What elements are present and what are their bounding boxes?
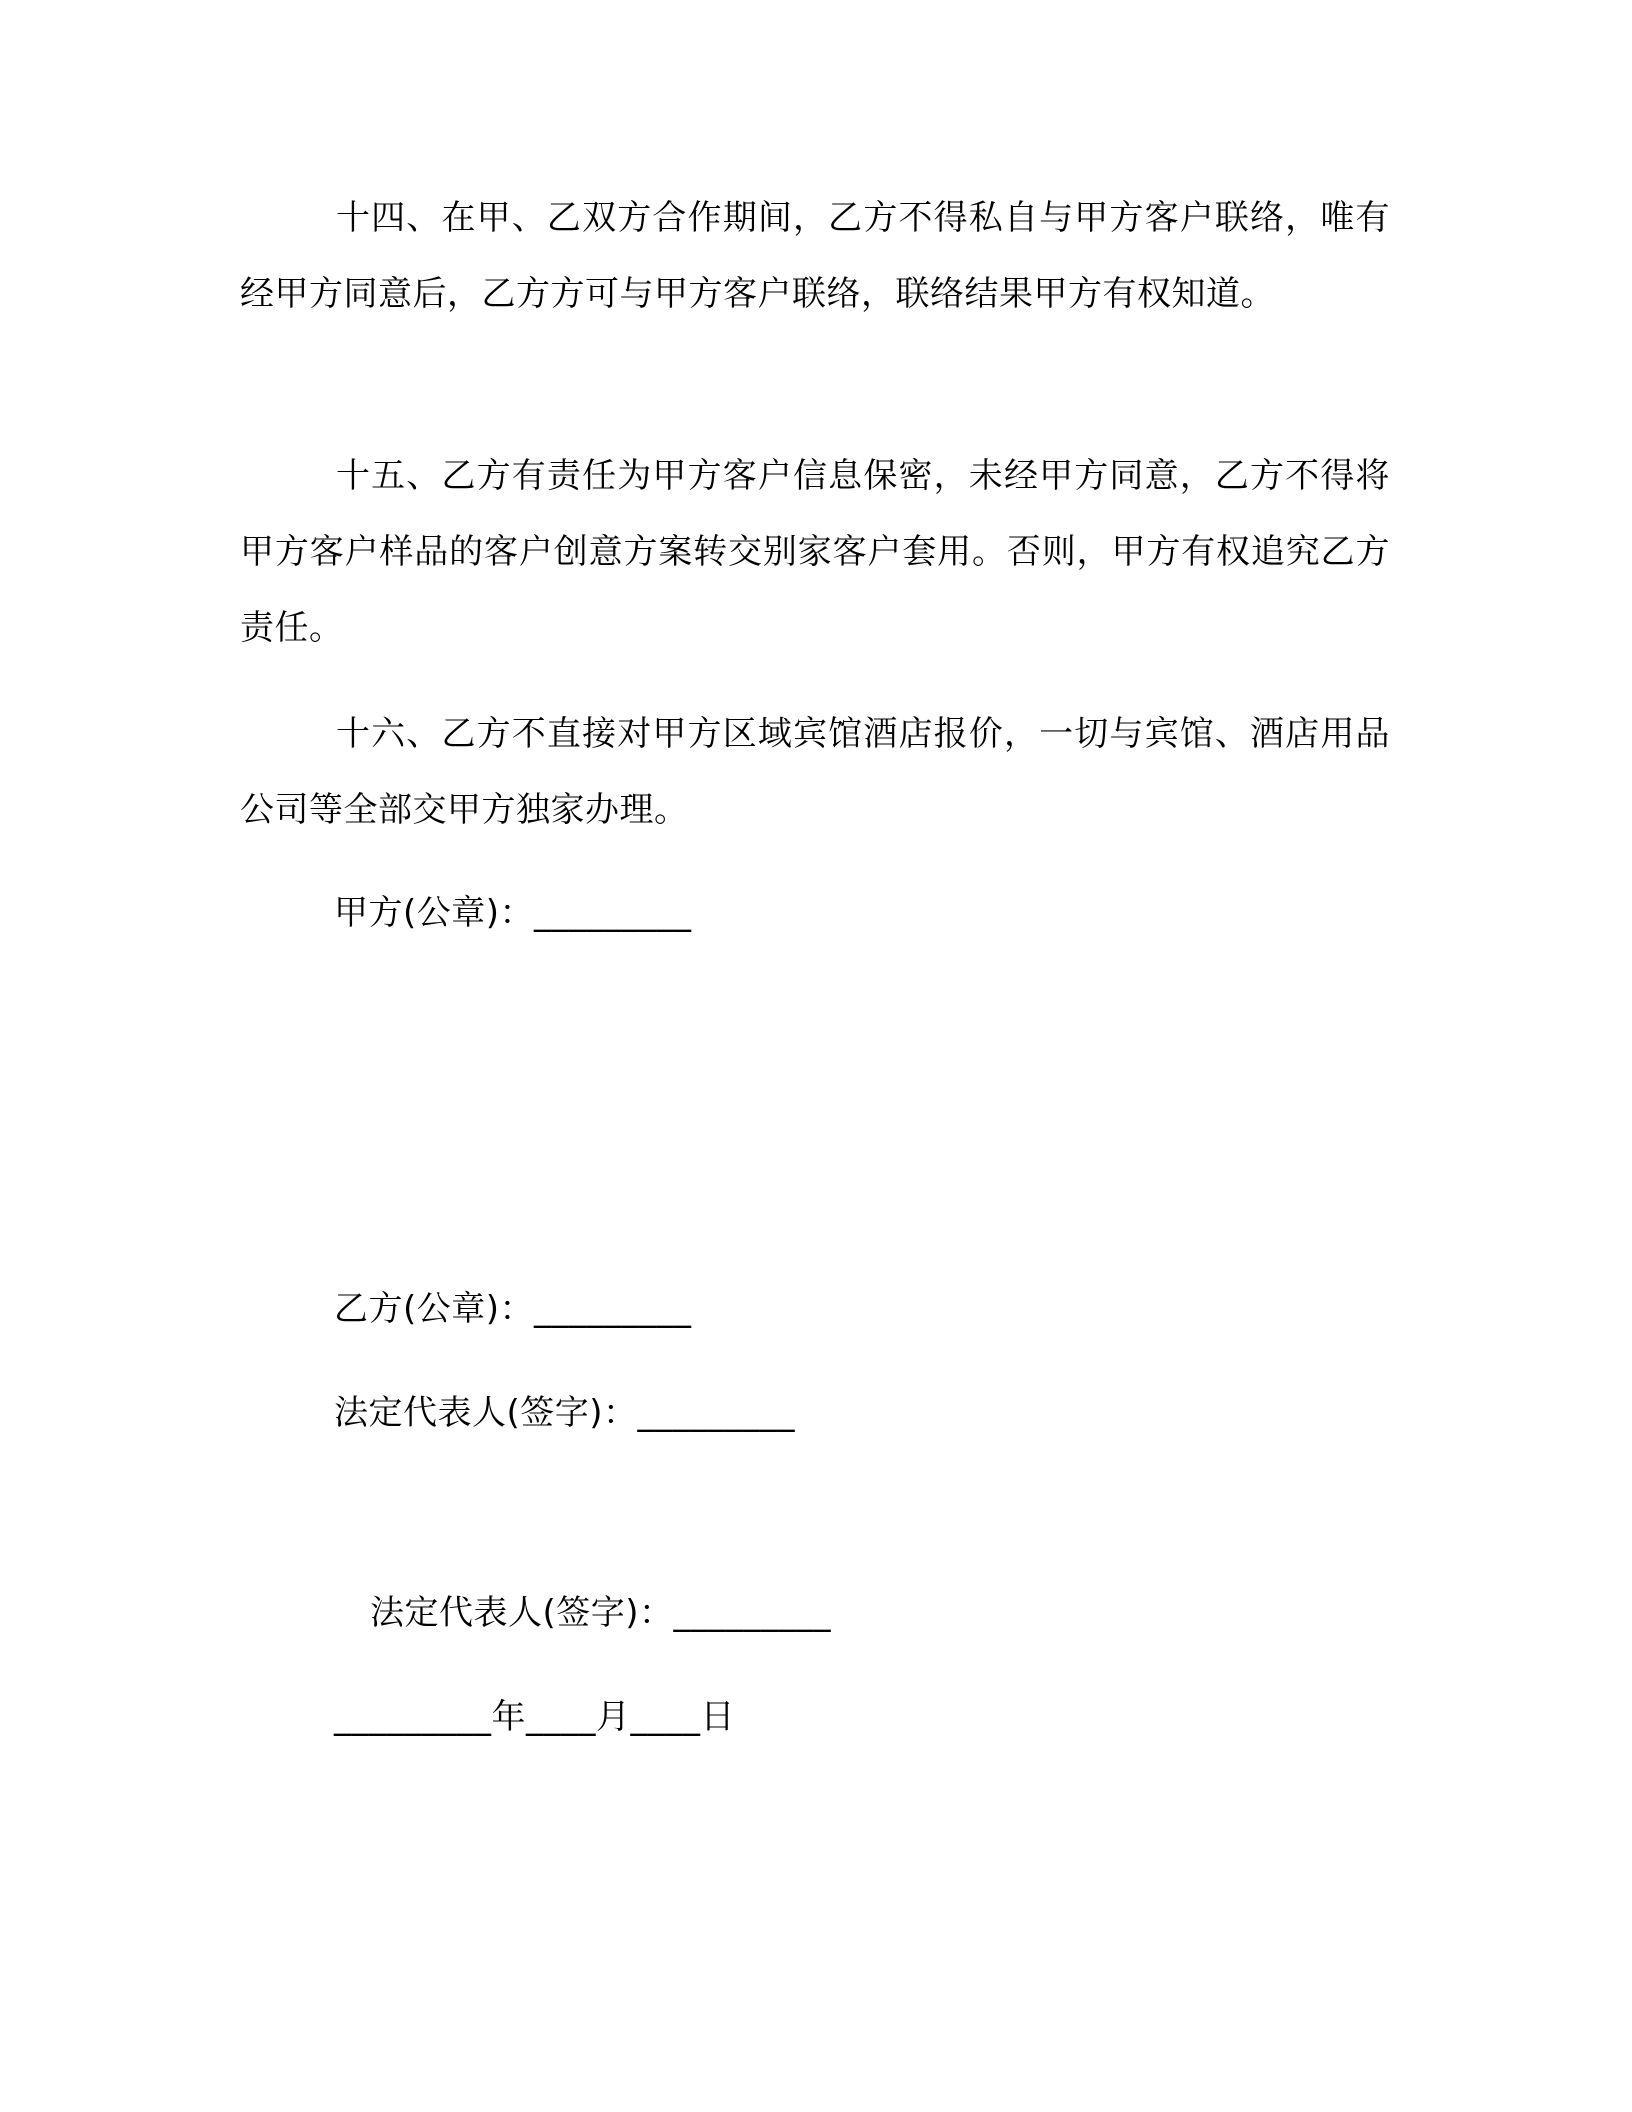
clause-14: 十四、在甲、乙双方合作期间，乙方不得私自与甲方客户联络，唯有经甲方同意后，乙方方可与甲方客户联络，联络结果甲方有权知道。 [240, 198, 1390, 314]
party-a-seal-line: 甲方(公章)：_________ [334, 893, 692, 933]
clause-16: 十六、乙方不直接对甲方区域宾馆酒店报价，一切与宾馆、酒店用品公司等全部交甲方独家办理。 [240, 714, 1390, 830]
legal-representative-line: 法定代表人(签字)：_________ [334, 1393, 796, 1433]
party-b-seal-line: 乙方(公章)：_________ [334, 1289, 692, 1329]
date-line: _________年____月____日 [334, 1697, 735, 1737]
legal-representative-line-2: 法定代表人(签字)：_________ [370, 1593, 832, 1633]
clause-15: 十五、乙方有责任为甲方客户信息保密，未经甲方同意，乙方不得将甲方客户样品的客户创意方案转交别家客户套用。否则，甲方有权追究乙方责任。 [240, 456, 1390, 648]
